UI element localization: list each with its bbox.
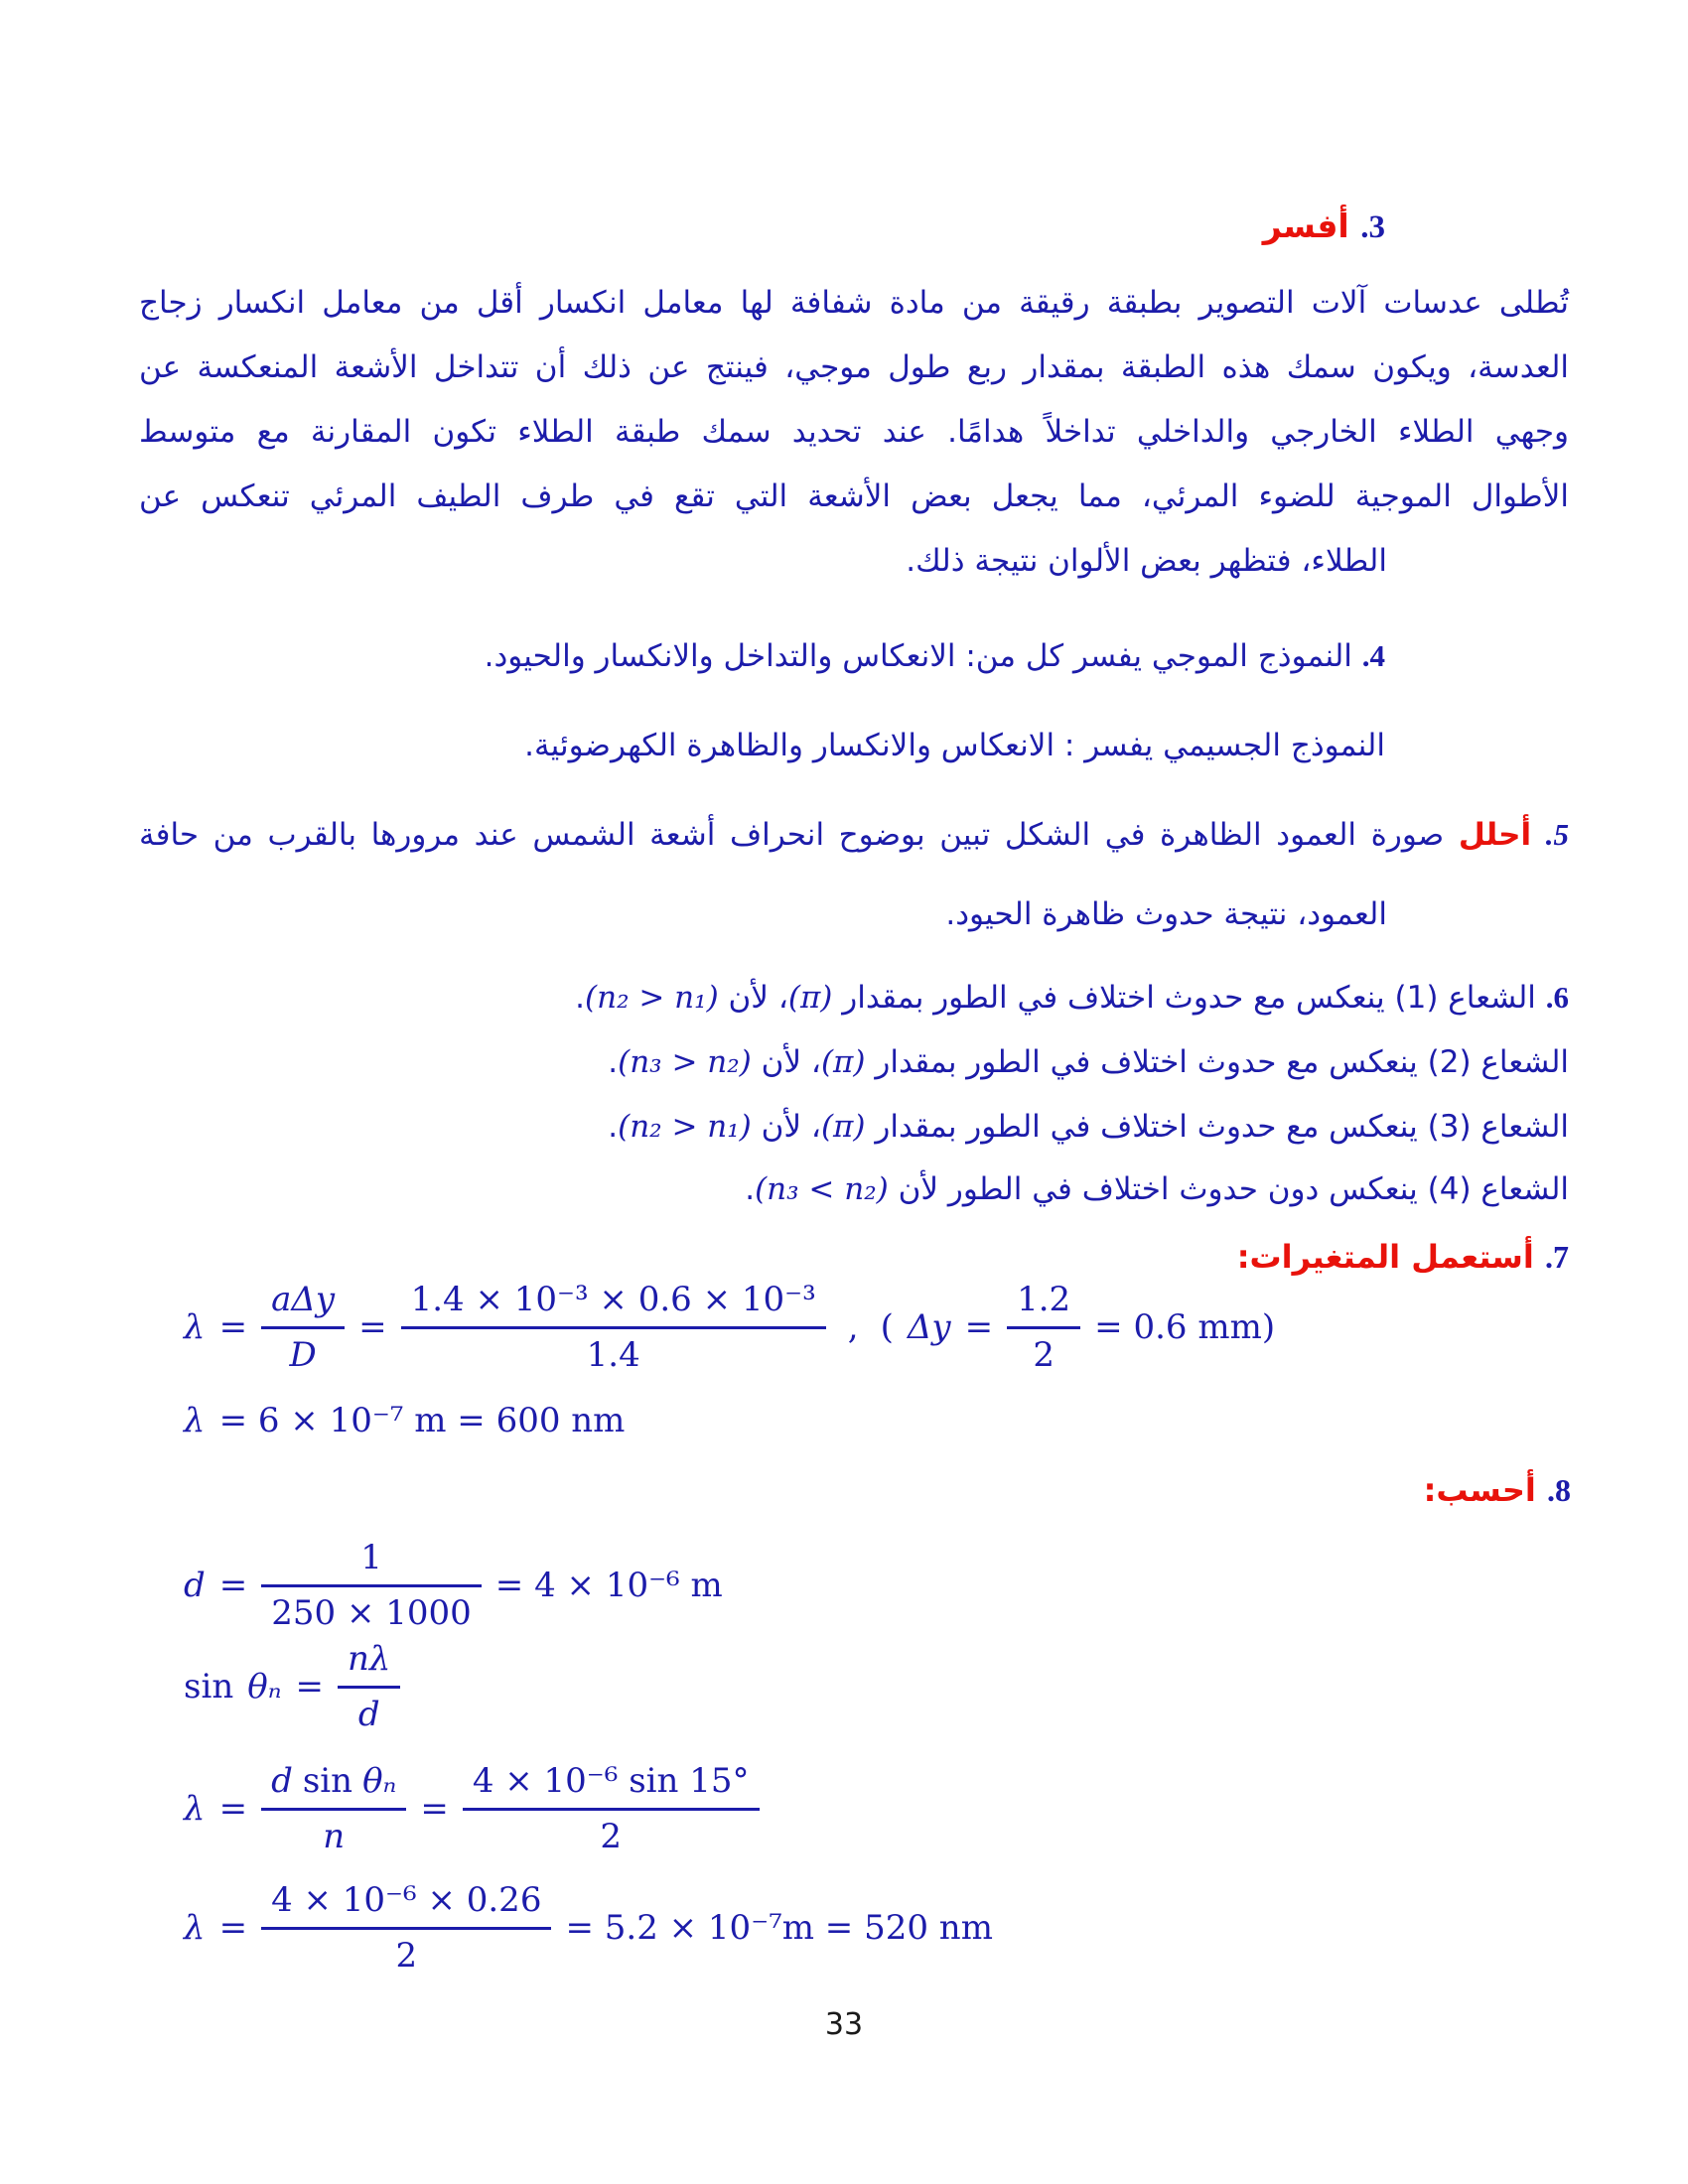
index-inequality: (n₂ > n₁) [618,1109,752,1145]
item6-ray-4 [745,1166,1569,1212]
index-inequality: (n₃ > n₂) [618,1044,752,1080]
fraction-d-sin-theta-over-n [261,1760,406,1857]
item8-formula-4 [184,1879,993,1977]
fraction-numerator: aΔy [271,1280,336,1319]
page-number: 33 [824,2007,864,2042]
item8-formula-1 [184,1537,723,1634]
item6-ray-3 [608,1104,1569,1150]
item3-heading [1263,204,1385,250]
fraction-denominator: 2 [463,1808,760,1858]
equals-sign: = [964,1306,994,1347]
equals-sign: = [218,1907,248,1948]
fraction-numerator: 1.2 [1017,1280,1071,1319]
fraction-numerator: 1.4 × 10⁻³ × 0.6 × 10⁻³ [410,1280,816,1319]
fraction-grating-spacing [261,1537,482,1634]
item5-number: 5. [1545,817,1569,852]
item3-number: 3. [1360,209,1385,245]
fraction-half [1007,1279,1080,1376]
item6-ray-2-mid: ، لأن [751,1044,821,1080]
delta-y-symbol: Δy [907,1306,951,1347]
wavelength-result: = 5.2 × 10⁻⁷m = 520 nm [565,1907,993,1948]
item4-line-1 [485,633,1385,679]
equals-sign: = [218,1565,248,1605]
item7-number: 7. [1545,1239,1569,1275]
pi-phase-term: (π) [820,1109,866,1145]
item6-ray-1-end: . [575,980,586,1016]
open-paren: ( [880,1306,894,1347]
lambda-symbol: λ [184,1306,206,1347]
delta-y-result: = 0.6 mm) [1094,1306,1276,1347]
index-inequality: (n₂ > n₁) [585,980,719,1016]
item8-keyword: أحسب: [1423,1471,1536,1509]
fraction-numeric [261,1879,551,1977]
item4-line-2: النموذج الجسيمي يفسر : الانعكاس والانكسار والظاهرة الكهرضوئية. [524,728,1385,763]
item5-line-1 [139,812,1569,858]
item6-ray-1 [575,975,1569,1021]
fraction-a-dy-over-D [261,1279,345,1376]
lambda-symbol: λ [184,1907,206,1948]
fraction-numeric [401,1279,826,1376]
item8-number: 8. [1547,1472,1571,1508]
item5-line-2: العمود، نتيجة حدوث ظاهرة الحيود. [945,896,1387,932]
fraction-numerator: 4 × 10⁻⁶ sin 15° [472,1761,750,1801]
fraction-numerator [261,1760,406,1808]
item7-formula-2 [184,1400,625,1442]
item7-keyword: أستعمل المتغيرات: [1236,1238,1534,1276]
item4-text-1: النموذج الموجي يفسر كل من: الانعكاس والتداخل والانكسار والحيود. [484,638,1352,674]
item3-line-5: الطلاء، فتظهر بعض الألوان نتيجة ذلك. [906,543,1387,579]
item6-ray-1-text: الشعاع (1) ينعكس مع حدوث اختلاف في الطور بمقدار [832,980,1536,1016]
item3-line-2: العدسة، ويكون سمك هذه الطبقة بمقدار ربع طول موجي، فينتج عن ذلك أن تتداخل الأشعة المنعكسة عن [139,349,1569,385]
lambda-symbol: λ [184,1788,206,1829]
wavelength-result: = 6 × 10⁻⁷ m = 600 nm [218,1401,626,1440]
spacing-result: = 4 × 10⁻⁶ m [494,1565,723,1605]
theta-n-symbol: θₙ [362,1761,397,1801]
item4-number: 4. [1361,638,1385,673]
fraction-numerator: 4 × 10⁻⁶ × 0.26 [271,1880,542,1920]
index-inequality: (n₃ < n₂) [755,1171,889,1207]
item3-line-1: تُطلى عدسات آلات التصوير بطبقة رقيقة من مادة شفافة لها معامل انكسار أقل من معامل انكسار زجاج [139,285,1569,321]
d-symbol: d [184,1565,206,1605]
equals-sign: = [295,1666,324,1706]
item8-formula-3 [184,1760,760,1857]
fraction-denominator: d [338,1686,400,1736]
item5-keyword: أحلل [1458,817,1532,853]
comma-separator: , [847,1306,859,1347]
sin-function: sin [302,1761,353,1801]
item6-ray-3-end: . [608,1109,619,1145]
fraction-denominator: D [261,1326,345,1377]
equals-sign: = [218,1306,248,1347]
item6-ray-4-text: الشعاع (4) ينعكس دون حدوث اختلاف في الطور لأن [888,1171,1569,1207]
item6-ray-3-text: الشعاع (3) ينعكس مع حدوث اختلاف في الطور بمقدار [865,1109,1569,1145]
fraction-denominator: 1.4 [401,1326,826,1377]
theta-n-symbol: θₙ [247,1666,282,1706]
fraction-denominator: 250 × 1000 [261,1584,482,1635]
item6-number: 6. [1545,980,1569,1015]
equals-sign: = [420,1788,449,1829]
pi-phase-term: (π) [820,1044,866,1080]
fraction-numerator: 1 [360,1538,382,1577]
item6-ray-3-mid: ، لأن [751,1109,821,1145]
item6-ray-2-end: . [608,1044,619,1080]
item3-keyword: أفسر [1262,206,1349,245]
equals-sign: = [218,1788,248,1829]
lambda-symbol: λ [184,1401,206,1440]
pi-phase-term: (π) [787,980,833,1016]
item6-ray-2-text: الشعاع (2) ينعكس مع حدوث اختلاف في الطور بمقدار [865,1044,1569,1080]
fraction-numeric [463,1760,760,1857]
sin-function: sin [184,1666,234,1706]
item8-formula-2 [184,1638,400,1735]
fraction-denominator: 2 [261,1927,551,1978]
fraction-numerator: nλ [347,1639,391,1679]
item5-text-1: صورة العمود الظاهرة في الشكل تبين بوضوح انحراف أشعة الشمس عند مرورها بالقرب من حافة [139,817,1445,853]
fraction-denominator: n [261,1808,406,1858]
item3-line-4: الأطوال الموجية للضوء المرئي، مما يجعل بعض الأشعة التي تقع في طرف الطيف المرئي تنعكس عن [139,478,1569,514]
item6-ray-2 [608,1039,1569,1085]
item7-heading [1237,1234,1569,1280]
fraction-denominator: 2 [1007,1326,1080,1377]
d-symbol: d [271,1761,293,1801]
equals-sign: = [358,1306,387,1347]
item3-line-3: وجهي الطلاء الخارجي والداخلي تداخلاً هدامًا. عند تحديد سمك طبقة الطلاء تكون المقارنة مع متوسط [139,414,1569,450]
item6-ray-4-end: . [745,1171,756,1207]
fraction-n-lambda-over-d [338,1638,400,1735]
item7-formula-1 [184,1279,1275,1376]
item8-heading [1424,1467,1571,1513]
item6-ray-1-mid: ، لأن [718,980,788,1016]
